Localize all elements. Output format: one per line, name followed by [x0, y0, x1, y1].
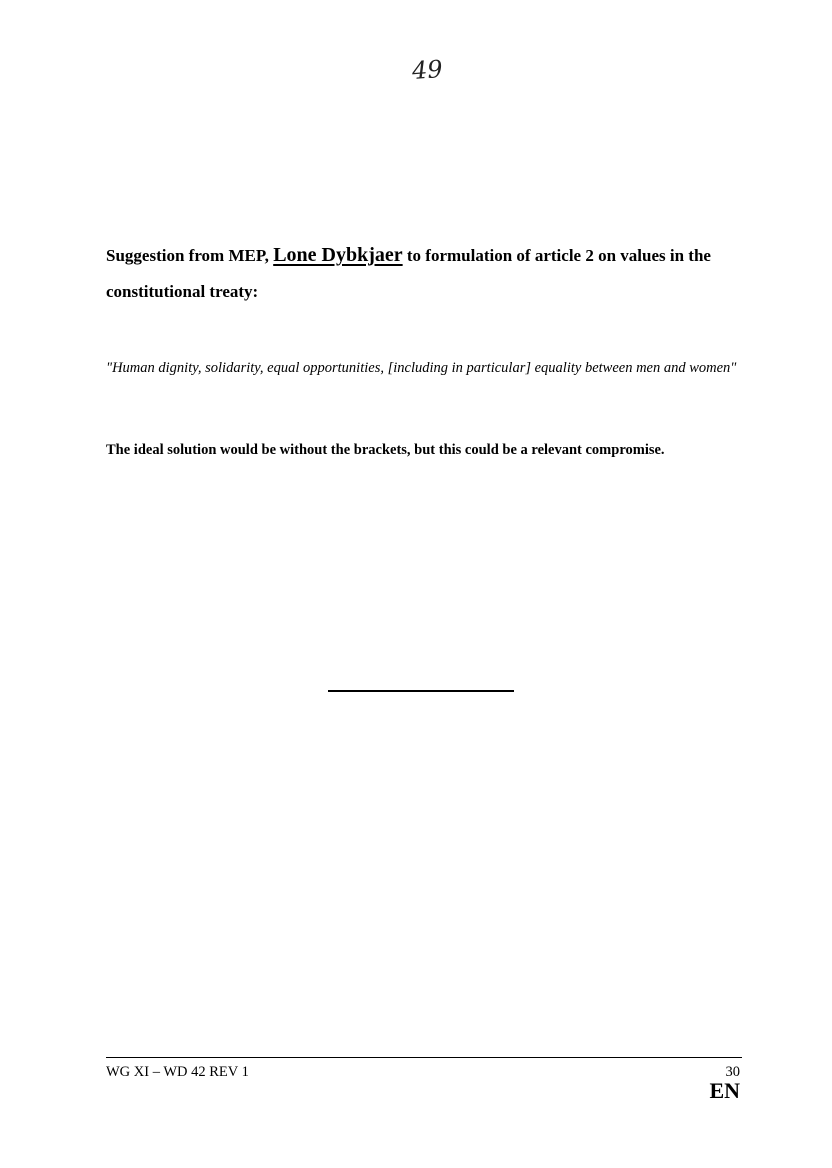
footer-page-number: 30	[725, 1064, 740, 1080]
section-separator	[328, 690, 514, 692]
compromise-note: The ideal solution would be without the brackets, but this could be a relevant compromise.	[106, 442, 665, 458]
footer-language-code: EN	[709, 1078, 740, 1103]
proposed-formulation-quote: "Human dignity, solidarity, equal opportunities, [including in particular] equality between men and women"	[106, 360, 737, 376]
heading-prefix: Suggestion from MEP,	[106, 246, 274, 265]
handwritten-page-number: 49	[411, 54, 444, 86]
heading-suffix: to formulation of article 2 on values in the constitutional treaty:	[106, 246, 711, 301]
footer-reference: WG XI – WD 42 REV 1	[106, 1064, 249, 1080]
mep-name: Lone Dybkjaer	[273, 244, 403, 266]
footer-rule	[106, 1057, 742, 1058]
document-heading	[106, 237, 746, 310]
